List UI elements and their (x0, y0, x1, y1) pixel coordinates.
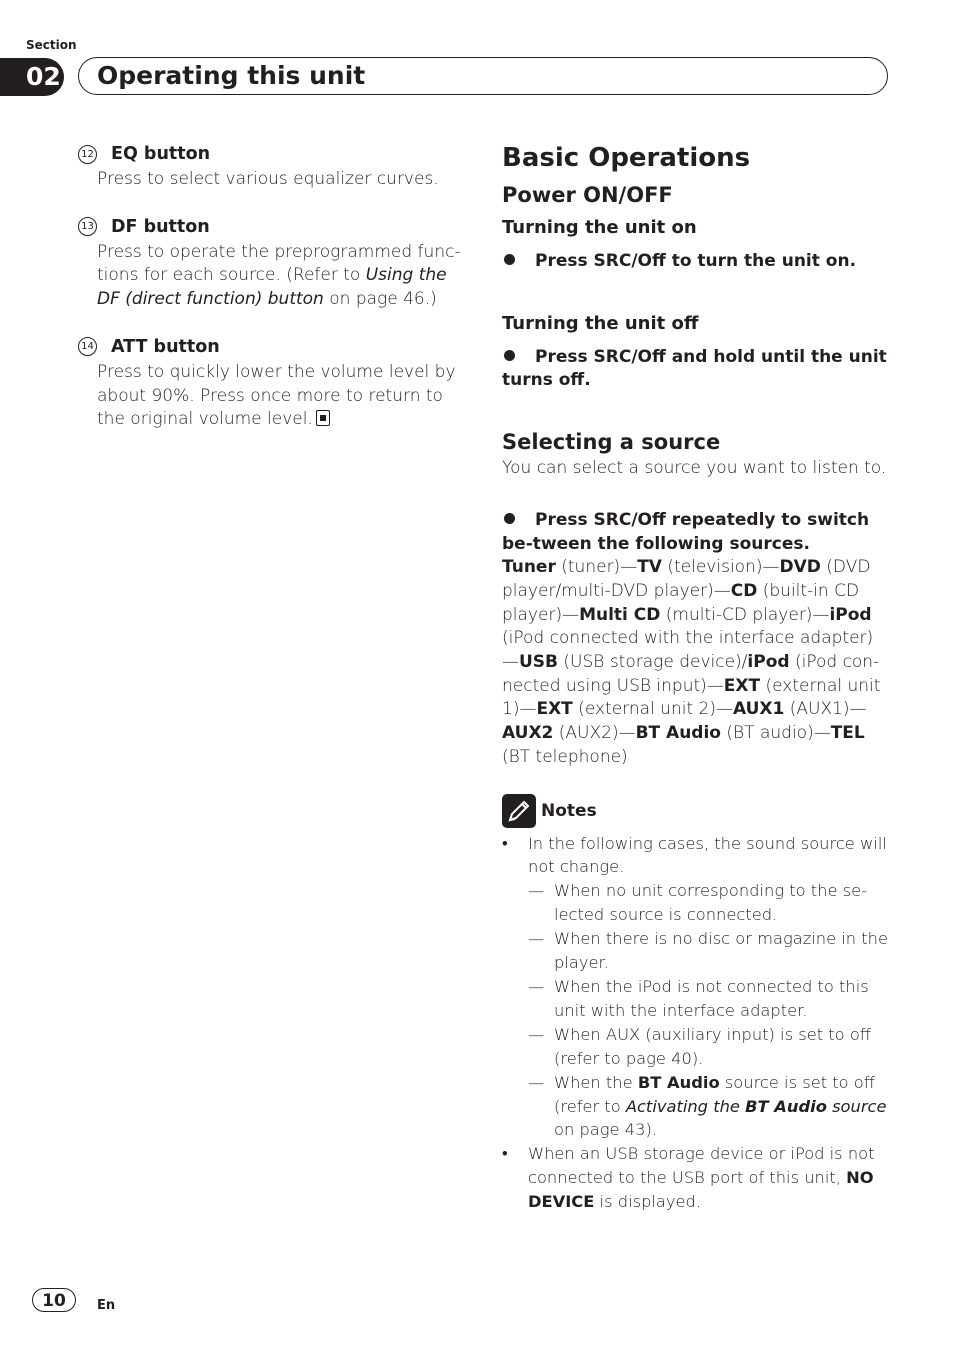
source-description: (BT telephone) (502, 746, 628, 767)
cross-reference-link: Using the DF (direct function) button (97, 265, 447, 310)
note-item: • In the following cases, the sound source will not change. (502, 833, 887, 877)
note-subitem: — When the BT Audio source is set to off (refer to Activating the BT Audio source on page 43). (528, 1072, 887, 1140)
note-subitem: — When AUX (auxiliary input) is set to off (refer to page 40). (528, 1024, 871, 1068)
section-label: Section (26, 38, 77, 52)
page-number: 10 (32, 1288, 76, 1312)
cross-reference-link: Activating the BT Audio source (625, 1096, 887, 1116)
source-name: AUX1 (732, 699, 785, 720)
source-description: (external unit 2)— (572, 699, 733, 720)
source-description: (USB storage device)/ (558, 652, 748, 673)
end-of-section-icon (316, 410, 330, 426)
bullet-dot-icon (504, 513, 515, 524)
source-description: (BT audio)— (721, 723, 831, 744)
source-name: TEL (830, 723, 865, 744)
selecting-source-description: You can select a source you want to listen to. (502, 458, 887, 479)
source-name: CD (730, 580, 758, 601)
item-title: EQ button (111, 144, 211, 164)
source-name: iPod (829, 604, 872, 625)
item-number: 13 (78, 217, 97, 236)
source-description: (iPod connected with the interface adapter)— (502, 628, 874, 673)
item-title: ATT button (111, 336, 220, 357)
section-number: 02 (0, 58, 64, 96)
item-description: Press to select various equalizer curves. (97, 169, 439, 189)
source-name: EXT (536, 699, 573, 720)
page-title: Operating this unit (97, 61, 366, 90)
bullet-dot-icon (504, 254, 515, 265)
source-description: (built-in CD player)— (502, 580, 860, 625)
source-name: USB (519, 652, 559, 673)
source-name: Tuner (502, 557, 556, 578)
turning-off-heading: Turning the unit off (502, 312, 699, 334)
source-description: (tuner)— (555, 557, 638, 578)
source-description: (external unit 1)— (502, 675, 881, 720)
item-number: 14 (78, 337, 97, 356)
turn-on-instruction: Press SRC/Off to turn the unit on. (502, 250, 890, 274)
item-description: Press to quickly lower the volume level by about 90%. Press once more to return to the original volume level. (97, 361, 456, 430)
source-name: AUX2 (502, 723, 554, 744)
item-title: DF button (111, 216, 210, 237)
notes-header (502, 794, 890, 828)
source-description: (DVD player/multi-DVD player)— (502, 557, 871, 601)
language-label: En (97, 1298, 116, 1313)
notes-title: Notes (541, 800, 597, 821)
source-name: iPod (747, 652, 790, 673)
left-column (78, 140, 468, 453)
source-sequence (502, 556, 890, 769)
source-description: (multi-CD player)— (660, 604, 830, 625)
item-description: Press to operate the preprogrammed func-tions for each source. (Refer to Using the DF (direct function) button on page 46.) (97, 241, 461, 310)
selecting-source-heading: Selecting a source (502, 430, 721, 455)
att-button-item (78, 333, 468, 432)
right-column (502, 138, 890, 1214)
note-subitem: — When no unit corresponding to the se-lected source is connected. (528, 881, 868, 925)
source-description: (AUX1)— (784, 699, 867, 720)
note-subitem: — When there is no disc or magazine in the player. (528, 929, 889, 973)
source-name: DVD (779, 557, 821, 578)
source-description: (television)— (661, 557, 780, 578)
item-number: 12 (78, 145, 97, 164)
turn-off-instruction: Press SRC/Off and hold until the unit turns off. (502, 346, 887, 391)
source-description: (iPod con-nected using USB input)— (502, 652, 880, 696)
source-name: TV (637, 557, 662, 578)
note-item: • When an USB storage device or iPod is not connected to the USB port of this unit, NO DEVICE is displayed. (502, 1144, 875, 1212)
pencil-notes-icon (502, 794, 536, 828)
df-button-item (78, 213, 468, 312)
source-description: (AUX2)— (553, 723, 636, 744)
source-name: Multi CD (579, 604, 661, 625)
basic-operations-heading: Basic Operations (502, 143, 751, 173)
turning-on-heading: Turning the unit on (502, 217, 697, 238)
source-name: BT Audio (635, 723, 721, 744)
note-subitem: — When the iPod is not connected to this unit with the interface adapter. (528, 976, 869, 1020)
bullet-dot-icon (504, 350, 515, 361)
select-source-instruction: Press SRC/Off repeatedly to switch be-tween the following sources. (502, 509, 870, 554)
power-heading: Power ON/OFF (502, 183, 673, 207)
source-name: EXT (723, 675, 761, 696)
eq-button-item (78, 140, 468, 192)
